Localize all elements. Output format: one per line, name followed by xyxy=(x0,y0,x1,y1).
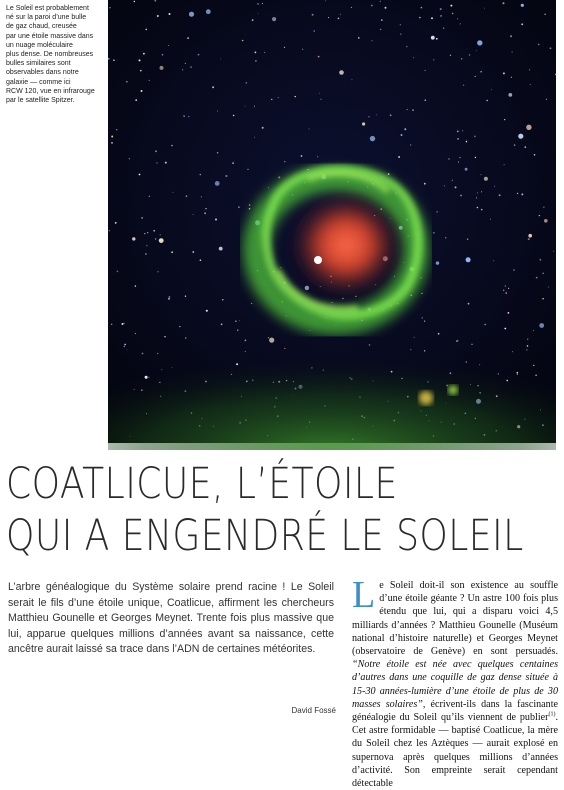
star xyxy=(538,44,539,45)
star xyxy=(433,232,435,234)
star xyxy=(422,317,423,318)
star xyxy=(268,187,269,188)
caption-line: un nuage moléculaire xyxy=(6,41,73,49)
star xyxy=(342,298,343,299)
star xyxy=(503,2,505,4)
star xyxy=(232,162,234,164)
body-text: e Soleil doit-il son existence au souffle d’une étoile géante ? Un astre 100 fois plus étendu que lui, qui a disparu voici 4,5 milliards d’années ? Matthieu Gounelle (Muséum national d’histoire naturelle) et Georges Meynet (observatoire de Genève) en sont persuadés. xyxy=(352,580,558,658)
star xyxy=(251,303,252,304)
star xyxy=(463,85,464,86)
star xyxy=(450,5,452,7)
star xyxy=(528,238,530,240)
star xyxy=(302,49,303,50)
star xyxy=(490,219,491,220)
star xyxy=(182,69,183,70)
star xyxy=(555,74,557,76)
star xyxy=(325,0,326,1)
star xyxy=(155,238,156,239)
star xyxy=(521,4,524,7)
star xyxy=(443,28,444,29)
star xyxy=(419,17,421,19)
star xyxy=(410,144,411,145)
star xyxy=(543,207,544,208)
star xyxy=(550,47,552,49)
star xyxy=(206,9,211,14)
star xyxy=(147,232,148,233)
star xyxy=(504,164,505,165)
star xyxy=(371,5,373,7)
star xyxy=(220,59,221,60)
star xyxy=(467,140,468,141)
star xyxy=(139,59,141,61)
star xyxy=(440,8,442,10)
star xyxy=(455,186,457,188)
caption-line: né sur la paroi d’une bulle xyxy=(6,14,87,22)
article-intro: L’arbre généalogique du Système solaire prend racine ! Le Soleil serait le fils d’une étoile unique, Coatlicue, affirment les chercheurs Matthieu Gounelle et Georges Meynet. Trente fois plus massive que lui, apparue quelques millions d’années avant sa naissance, cette ancêtre aurait laissé sa trace dans l’ADN de certaines météorites. xyxy=(8,581,334,656)
star xyxy=(153,230,155,232)
star xyxy=(301,155,303,157)
star xyxy=(149,80,150,81)
star xyxy=(135,285,136,286)
body-text: , écrivent-ils dans la fascinante généalogie du Soleil qu’ils viennent de publier xyxy=(352,698,558,724)
star xyxy=(412,109,414,111)
star xyxy=(249,204,251,206)
star xyxy=(529,69,530,70)
footnote-ref: (1) xyxy=(548,711,556,718)
star xyxy=(503,72,505,74)
star xyxy=(436,261,439,264)
star xyxy=(468,303,470,305)
star xyxy=(542,273,544,275)
star xyxy=(459,157,460,158)
star xyxy=(280,267,281,268)
star xyxy=(206,310,208,312)
star xyxy=(257,3,259,5)
star xyxy=(394,276,395,277)
article-headline xyxy=(6,458,524,562)
star xyxy=(504,119,505,120)
star xyxy=(491,89,492,90)
star xyxy=(272,17,276,21)
star xyxy=(262,3,263,4)
star xyxy=(466,141,467,142)
star xyxy=(505,292,507,294)
star xyxy=(398,156,400,158)
star xyxy=(201,196,202,197)
star xyxy=(140,70,142,72)
star xyxy=(448,158,450,160)
star xyxy=(313,30,315,32)
star xyxy=(510,35,512,37)
star xyxy=(421,7,423,9)
star xyxy=(141,90,143,92)
star xyxy=(225,175,227,177)
star xyxy=(113,59,115,61)
star xyxy=(340,14,341,15)
star xyxy=(530,84,531,85)
star xyxy=(421,293,422,294)
star xyxy=(370,136,375,141)
star xyxy=(534,154,536,156)
star xyxy=(376,115,377,116)
star xyxy=(249,208,250,209)
caption-line: galaxie — comme ici xyxy=(6,78,71,86)
star xyxy=(444,185,445,186)
star xyxy=(189,12,194,17)
star xyxy=(390,114,392,116)
star xyxy=(134,1,135,2)
star xyxy=(440,15,442,17)
star xyxy=(548,287,549,288)
star xyxy=(452,180,453,181)
star xyxy=(484,8,485,9)
star xyxy=(477,207,479,209)
star xyxy=(278,176,280,178)
star xyxy=(476,50,477,51)
star xyxy=(141,217,143,219)
star xyxy=(145,29,147,31)
caption-line: observables dans notre xyxy=(6,69,79,77)
star xyxy=(436,38,438,40)
star xyxy=(521,23,523,25)
star xyxy=(508,312,510,314)
star xyxy=(255,60,257,62)
star xyxy=(475,76,476,77)
star xyxy=(481,174,482,175)
star xyxy=(452,13,453,14)
star xyxy=(116,129,117,130)
star xyxy=(165,162,167,164)
star xyxy=(157,271,158,272)
star xyxy=(135,99,137,101)
star xyxy=(109,230,110,231)
star xyxy=(508,93,512,97)
star xyxy=(111,136,113,138)
star xyxy=(401,134,403,136)
article-body xyxy=(352,574,558,790)
star xyxy=(129,158,130,159)
nebula-photo xyxy=(108,0,556,443)
star xyxy=(254,106,255,107)
star xyxy=(381,19,383,21)
star xyxy=(400,34,401,35)
star xyxy=(351,7,352,8)
star xyxy=(115,222,117,224)
star xyxy=(169,296,171,298)
star xyxy=(476,197,477,198)
star xyxy=(425,99,427,101)
star xyxy=(540,259,542,261)
star xyxy=(309,129,310,130)
star xyxy=(380,1,381,2)
star xyxy=(513,269,515,271)
star xyxy=(457,18,458,19)
caption-line: Le Soleil est probablement xyxy=(6,5,89,12)
star xyxy=(385,7,387,9)
star xyxy=(254,137,255,138)
star xyxy=(271,99,272,100)
caption-line: RCW 120, vue en infrarouge xyxy=(6,87,95,95)
caption-line: par le satellite Spitzer. xyxy=(6,97,75,105)
star xyxy=(484,177,488,181)
author-byline: David Fossé xyxy=(291,706,336,715)
headline-line-2: QUI A ENGENDRÉ LE SOLEIL xyxy=(6,511,524,561)
star xyxy=(159,238,164,243)
star xyxy=(295,96,296,97)
star xyxy=(185,63,186,64)
star xyxy=(517,193,518,194)
star xyxy=(247,169,248,170)
star xyxy=(536,277,538,279)
star xyxy=(477,192,478,193)
star xyxy=(185,296,186,297)
star xyxy=(108,58,110,60)
star xyxy=(518,134,523,139)
star xyxy=(173,192,174,193)
star xyxy=(404,128,406,130)
star xyxy=(146,245,147,246)
star xyxy=(351,79,352,80)
star xyxy=(157,15,159,17)
star xyxy=(200,259,202,261)
star xyxy=(338,18,340,20)
star xyxy=(321,99,322,100)
star xyxy=(425,70,426,71)
star xyxy=(171,251,173,253)
star xyxy=(145,253,147,255)
star xyxy=(143,53,145,55)
star xyxy=(155,150,157,152)
star xyxy=(217,111,218,112)
star xyxy=(222,299,223,300)
star xyxy=(187,37,189,39)
star xyxy=(512,52,513,53)
star xyxy=(126,81,127,82)
star xyxy=(371,40,372,41)
star xyxy=(437,211,438,212)
star xyxy=(319,93,320,94)
star xyxy=(149,196,150,197)
star xyxy=(156,162,157,163)
star xyxy=(450,55,451,56)
star xyxy=(192,251,194,253)
star xyxy=(278,97,279,98)
star xyxy=(117,271,119,273)
star xyxy=(465,168,468,171)
star xyxy=(362,122,365,125)
star xyxy=(305,286,309,290)
caption-line: bulles similaires sont xyxy=(6,60,71,68)
star xyxy=(264,52,265,53)
star xyxy=(368,116,369,117)
star xyxy=(358,37,360,39)
star xyxy=(433,59,434,60)
star xyxy=(217,152,218,153)
star xyxy=(457,138,459,140)
star xyxy=(255,52,257,54)
star xyxy=(339,70,344,75)
star xyxy=(413,57,414,58)
star xyxy=(258,13,259,14)
drop-cap: L xyxy=(352,574,376,616)
star xyxy=(318,56,320,58)
star xyxy=(215,219,217,221)
star xyxy=(168,298,170,300)
star xyxy=(486,100,487,101)
star xyxy=(460,23,461,24)
star xyxy=(186,195,188,197)
star xyxy=(198,54,200,56)
star xyxy=(212,86,214,88)
star xyxy=(477,40,482,45)
star xyxy=(544,219,548,223)
star xyxy=(553,251,554,252)
star xyxy=(160,234,161,235)
caption-line: par une étoile massive dans xyxy=(6,32,94,40)
star xyxy=(160,66,164,70)
star xyxy=(262,127,264,129)
star xyxy=(190,66,191,67)
star xyxy=(111,142,113,144)
star xyxy=(204,212,206,214)
star xyxy=(252,19,254,21)
star xyxy=(493,260,494,261)
star xyxy=(328,17,329,18)
star xyxy=(462,130,463,131)
star xyxy=(503,290,504,291)
star xyxy=(526,125,531,130)
star xyxy=(480,71,481,72)
star xyxy=(193,214,194,215)
star xyxy=(511,77,512,78)
star xyxy=(139,174,141,176)
star xyxy=(400,24,401,25)
nebula-image xyxy=(108,0,556,443)
star xyxy=(457,131,459,133)
star xyxy=(144,233,145,234)
star xyxy=(233,115,235,117)
star xyxy=(545,14,546,15)
star xyxy=(162,54,164,56)
star xyxy=(132,237,135,240)
star xyxy=(317,156,318,157)
star xyxy=(494,186,495,187)
star xyxy=(505,285,506,286)
star xyxy=(284,161,285,162)
star xyxy=(461,58,462,59)
star xyxy=(481,209,483,211)
star xyxy=(380,29,381,30)
caption-line: de gaz chaud, creusée xyxy=(6,23,77,31)
headline-line-1: COATLICUE, L’ÉTOILE xyxy=(6,459,398,509)
star xyxy=(188,116,189,117)
star xyxy=(215,181,220,186)
star xyxy=(407,109,408,110)
star xyxy=(546,99,547,100)
star xyxy=(542,298,544,300)
star xyxy=(406,46,407,47)
star xyxy=(238,206,240,208)
star xyxy=(109,7,110,8)
star xyxy=(200,174,201,175)
star xyxy=(312,14,314,16)
star xyxy=(388,173,390,175)
star xyxy=(514,144,515,145)
star xyxy=(219,247,223,251)
star xyxy=(171,145,173,147)
star xyxy=(431,17,433,19)
star xyxy=(245,106,246,107)
star xyxy=(460,195,462,197)
star xyxy=(475,157,476,158)
star xyxy=(499,194,501,196)
star xyxy=(466,257,471,262)
star xyxy=(168,45,169,46)
star xyxy=(458,162,459,163)
star xyxy=(332,302,333,303)
star xyxy=(424,183,426,185)
body-quote: “Notre étoile est née avec quelques centaines d’autres dans une coquille de gaz dense située à 15-30 années-lumière d’une étoile de plus de 30 masses solaires” xyxy=(352,659,558,710)
star xyxy=(445,237,446,238)
star xyxy=(481,191,482,192)
star xyxy=(521,193,523,195)
photo-caption xyxy=(6,4,106,105)
star xyxy=(183,115,185,117)
star xyxy=(169,13,171,15)
star xyxy=(524,146,526,148)
star xyxy=(284,47,285,48)
star xyxy=(528,234,532,238)
star xyxy=(474,136,476,138)
caption-line: plus dense. De nombreuses xyxy=(6,51,94,59)
star xyxy=(467,239,468,240)
star xyxy=(246,82,247,83)
body-text: . Cet astre formidable — baptisé Coatlicue, la mère du Soleil chez les Aztèques — aurait explosé en supernova après quelques millions d’années d’activité. Son empreinte serait cependant détectable xyxy=(352,712,558,790)
star xyxy=(242,40,244,42)
star xyxy=(539,215,540,216)
star xyxy=(205,208,206,209)
star xyxy=(431,36,435,40)
star xyxy=(469,54,471,56)
star xyxy=(508,288,509,289)
